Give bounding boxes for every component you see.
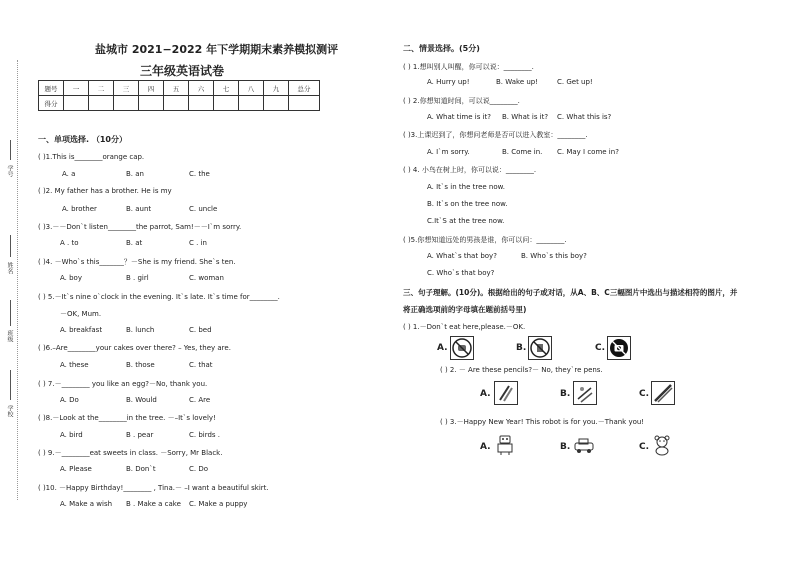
question: ( )5.你想知道远处的男孩是谁，你可以问：________. [403,236,567,244]
score-cell[interactable] [164,96,189,111]
score-cell[interactable] [114,96,139,111]
score-header-cell: 七 [214,81,239,96]
score-header-cell: 三 [114,81,139,96]
question: ( ) 9.－________eat sweets in class. －Sorry, Mr Black. [38,449,223,457]
option-c: C. bed [189,326,212,334]
question: ( )10. －Happy Birthday!________ , Tina.－ –I want a beautiful skirt. [38,484,269,492]
teddy-bear-icon [651,434,675,458]
option-b: B. those [126,361,155,369]
option-a: A. bird [60,431,83,439]
question: ( ) 3.－Happy New Year! This robot is for you.－Thank you! [440,418,645,426]
question: ( ) 2.你想知道时间，可以说________. [403,97,520,105]
option-b: B. Would [126,396,157,404]
margin-label-student-id: 学号 [6,165,13,177]
option-b: B. Don`t [126,465,156,473]
picture-label-b: B. [516,343,527,353]
no-drinking-sign-icon [528,336,552,360]
score-header-cell: 五 [164,81,189,96]
option-c: C. the [189,170,210,178]
option-b: B. aunt [126,205,152,213]
option-b: B . pear [126,431,154,439]
option-a: A. boy [60,274,82,282]
question: ( )4. －Who`s this_______？－She is my friend. She`s ten. [38,258,236,266]
option-b: B . Make a cake [126,500,181,508]
section3-heading: 三、句子理解。(10分)。根据给出的句子或对话，从A、B、C三幅图片中选出与描述相符的图片，并 [403,288,738,297]
option-c: C. uncle [189,205,218,213]
no-eating-sign-icon [450,336,474,360]
question: ( ) 5.－It`s nine o`clock in the evening. It`s late. It`s time for________. [38,293,280,301]
option-b: B. Come in. [502,148,543,156]
question: ( )6.–Are________your cakes over there? – Yes, they are. [38,344,231,352]
score-cell[interactable] [189,96,214,111]
picture-label-c: C. [639,389,650,399]
score-table [38,80,320,111]
picture-label-b: B. [560,442,571,452]
option-b: B . girl [126,274,149,282]
picture-label-c: C. [639,442,650,452]
margin-line [10,370,11,400]
option-a: A. Do [60,396,79,404]
score-cell[interactable] [214,96,239,111]
question: ( )2. My father has a brother. He is my [38,187,172,195]
option-a: A. I`m sorry. [427,148,470,156]
option-c: C. Make a puppy [189,500,248,508]
toy-car-icon [573,434,597,458]
option-c: C. What this is? [557,113,612,121]
margin-label-name: 姓名 [6,262,13,274]
option-a: A. breakfast [60,326,103,334]
option-c: C. woman [189,274,224,282]
exam-title: 盐城市 2021−2022 年下学期期末素养模拟测评 [95,43,339,56]
score-header-cell: 二 [89,81,114,96]
margin-label-class: 班级 [6,330,13,342]
option-a: A. It`s in the tree now. [427,183,505,191]
score-header-cell: 六 [189,81,214,96]
option-c: C. Who`s that boy? [427,269,495,277]
score-row-label: 得分 [39,96,64,111]
question: ( ) 1.想叫别人叫醒，你可以说：________. [403,63,534,71]
margin-line [10,235,11,257]
score-cell[interactable] [139,96,164,111]
option-a: A. Hurry up! [427,78,470,86]
pencil-pair-icon [651,381,675,405]
option-a: A. these [60,361,89,369]
question: ( ) 4. 小鸟在树上时，你可以说：________. [403,166,537,174]
question: ( )1.This is________orange cap. [38,153,145,161]
option-a: A. What time is it? [427,113,491,121]
robot-icon [494,434,518,458]
score-header-cell: 一 [64,81,89,96]
option-b: B. Who`s this boy? [521,252,587,260]
option-a: A. brother [62,205,97,213]
score-cell[interactable] [89,96,114,111]
picture-label-a: A. [480,442,491,452]
question: ( ) 1.－Don`t eat here,please.－OK. [403,323,526,331]
option-b: B. It`s on the tree now. [427,200,508,208]
option-a: A. What`s that boy? [427,252,497,260]
option-c: C. birds . [189,431,221,439]
section2-heading: 二、情景选择。(5分) [403,44,480,53]
option-a: A. Please [60,465,92,473]
picture-label-b: B. [560,389,571,399]
question: ( ) 7.－________ you like an egg?－No, thank you. [38,380,208,388]
pencils-icon [494,381,518,405]
option-b: B. at [126,239,143,247]
question: ( )8.－Look at the________in the tree. －–It`s lovely! [38,414,216,422]
score-header-cell: 四 [139,81,164,96]
option-b: B. an [126,170,144,178]
margin-line [10,140,11,160]
option-a: A . to [60,239,79,247]
section3-heading-line2: 将正确选项前的字母填在题前括号里) [403,305,527,314]
score-header-cell: 九 [264,81,289,96]
margin-label-school: 学校 [6,405,13,417]
score-header-cell: 题号 [39,81,64,96]
option-c: C.It`S at the tree now. [427,217,505,225]
option-a: A. Make a wish [60,500,113,508]
picture-label-c: C. [595,343,606,353]
option-c: C. that [189,361,213,369]
score-cell[interactable] [264,96,289,111]
margin-line [10,300,11,326]
question: ( ) 2. － Are these pencils?－ No, they`re pens. [440,366,603,374]
binding-line [17,60,18,500]
exam-subtitle: 三年级英语试卷 [140,64,225,78]
pens-icon [573,381,597,405]
option-c: C. Get up! [557,78,593,86]
question-reply: －OK, Mum. [60,310,102,318]
score-cell[interactable] [64,96,89,111]
picture-label-a: A. [437,343,448,353]
question: ( )3.－－Don`t listen________the parrot, Sam!－－I`m sorry. [38,223,242,231]
option-c: C . in [189,239,207,247]
option-c: C. Do [189,465,209,473]
option-b: B. Wake up! [496,78,539,86]
score-cell[interactable] [289,96,320,111]
option-b: B. lunch [126,326,155,334]
score-cell[interactable] [239,96,264,111]
option-a: A. a [62,170,76,178]
question: ( )3.上课迟到了，你想问老师是否可以进入教室：________. [403,131,588,139]
score-header-cell: 八 [239,81,264,96]
option-b: B. What is it? [502,113,549,121]
no-photo-sign-icon [607,336,631,360]
option-c: C. Are [189,396,211,404]
option-c: C. May I come in? [557,148,619,156]
picture-label-a: A. [480,389,491,399]
score-header-cell: 总分 [289,81,320,96]
section1-heading: 一、单项选择. （10分） [38,135,127,144]
